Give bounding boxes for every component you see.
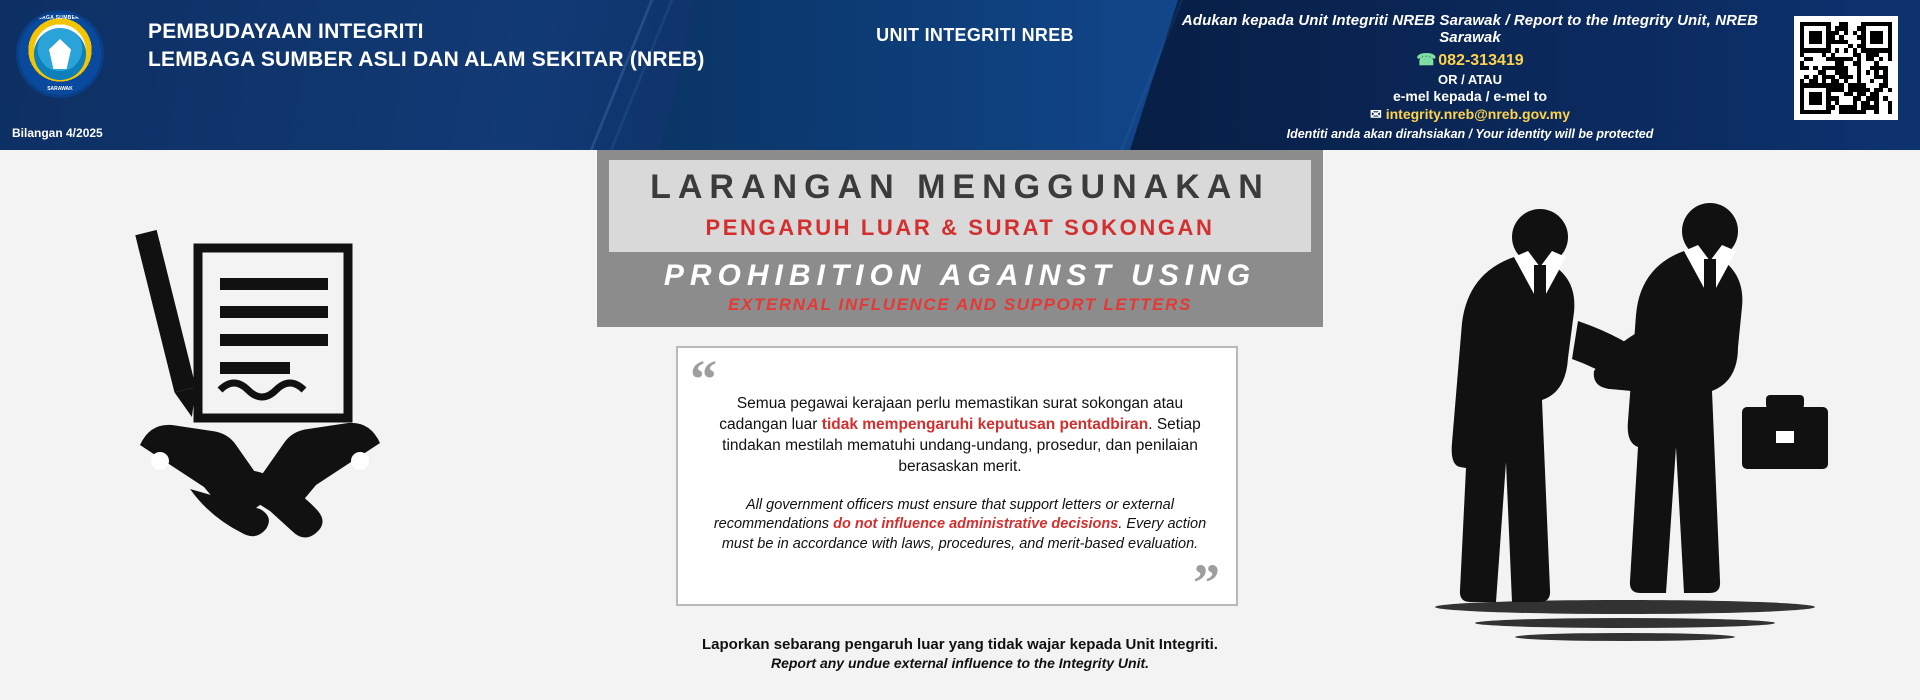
- quote-card: [676, 346, 1238, 613]
- banner-inner-box: [609, 160, 1311, 252]
- organisation-title: [148, 18, 705, 75]
- document-pen-handshake-icon: [120, 230, 460, 560]
- header-band-center: [660, 0, 1180, 150]
- quote-close-mark: ”: [1193, 553, 1220, 613]
- contact-phone-row: [1160, 50, 1780, 70]
- quote-en-part1: All government officers must ensure that support letters or external recommendations: [713, 496, 1174, 533]
- quote-bm-part1: Semua pegawai kerajaan perlu memastikan surat sokongan atau cadangan luar: [719, 395, 1184, 433]
- nreb-logo: [16, 10, 104, 98]
- report-contact-block: [1160, 12, 1780, 141]
- banner-title-bm-line2: PENGARUH LUAR & SURAT SOKONGAN: [705, 215, 1215, 240]
- banner-title-en-line2: EXTERNAL INFLUENCE AND SUPPORT LETTERS: [728, 295, 1192, 314]
- or-label: OR / ATAU: [1437, 72, 1503, 87]
- quote-open-mark: “: [690, 349, 717, 409]
- qr-code-grid: [1800, 22, 1892, 114]
- qr-code[interactable]: [1794, 16, 1898, 120]
- banner-title-en-line1: PROHIBITION AGAINST USING: [663, 259, 1257, 292]
- issue-number: Bilangan 4/2025: [12, 126, 103, 140]
- quote-bm-part2: . Setiap tindakan mestilah mematuhi undang-undang, prosedur, dan penilaian berasaskan merit.: [722, 415, 1201, 475]
- page-header: [0, 0, 1920, 150]
- contact-phone[interactable]: 082-313419: [1438, 52, 1524, 69]
- quote-text-en: [710, 496, 1210, 555]
- org-title-line1: PEMBUDAYAAN INTEGRITI: [148, 20, 424, 43]
- privacy-note: Identiti anda akan dirahsiakan / Your identity will be protected: [1286, 127, 1654, 141]
- footer-note: [600, 636, 1320, 671]
- banner-title-bm-line1: LARANGAN MENGGUNAKAN: [650, 168, 1270, 206]
- quote-en-highlight: do not influence administrative decisions: [833, 516, 1119, 533]
- footer-note-bm: Laporkan sebarang pengaruh luar yang tidak wajar kepada Unit Integriti.: [702, 636, 1218, 653]
- report-instruction: Adukan kepada Unit Integriti NREB Sarawak / Report to the Integrity Unit, NREB Sarawak: [1181, 12, 1759, 46]
- contact-email[interactable]: integrity.nreb@nreb.gov.my: [1385, 106, 1570, 122]
- logo-ring-bottom: SARAWAK: [47, 86, 73, 92]
- quote-bm-highlight: tidak mempengaruhi keputusan pentadbiran: [821, 415, 1149, 433]
- footer-note-en: Report any undue external influence to the Integrity Unit.: [770, 655, 1150, 671]
- org-title-line2: LEMBAGA SUMBER ASLI DAN ALAM SEKITAR (NREB): [148, 48, 705, 72]
- poster-title-banner: [597, 150, 1323, 327]
- contact-email-row: [1160, 106, 1780, 123]
- email-label: e-mel kepada / e-mel to: [1392, 88, 1548, 104]
- businessmen-handshake-silhouette: [1410, 195, 1840, 655]
- quote-body: [710, 394, 1210, 554]
- envelope-icon: ✉: [1369, 106, 1382, 122]
- logo-emblem: [34, 28, 86, 80]
- quote-text-bm: [710, 394, 1210, 478]
- quote-en-part2: . Every action must be in accordance with laws, procedures, and merit-based evaluation.: [721, 516, 1207, 552]
- phone-icon: ☎: [1416, 52, 1437, 69]
- unit-title: UNIT INTEGRITI NREB: [876, 25, 1074, 45]
- logo-ring-top: LEMBAGA SUMBER ASLI: [26, 15, 94, 21]
